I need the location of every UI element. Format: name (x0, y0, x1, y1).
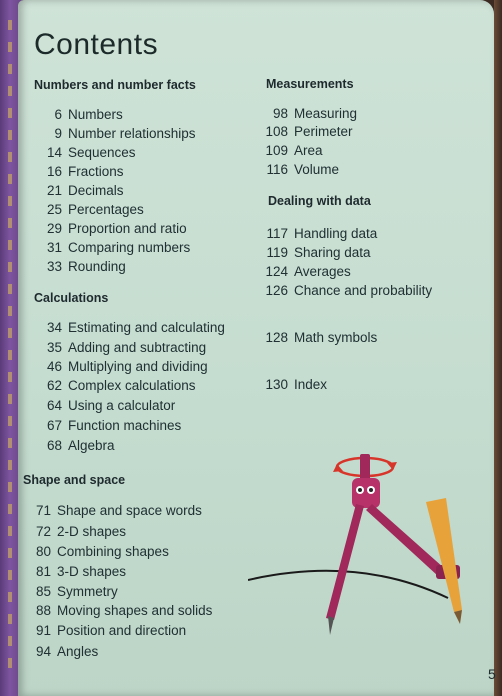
toc-label: 3-D shapes (57, 564, 127, 579)
toc-page-number: 108 (265, 124, 288, 139)
toc-entry[interactable] (34, 398, 175, 413)
toc-entry[interactable] (258, 330, 377, 345)
toc-page-number: 72 (35, 524, 51, 539)
toc-label: Angles (57, 644, 99, 659)
toc-page-number: 85 (35, 584, 51, 599)
toc-page-number: 21 (46, 183, 62, 198)
toc-label: Index (294, 377, 328, 392)
toc-entry[interactable] (34, 259, 126, 274)
toc-label: Adding and subtracting (68, 340, 207, 355)
toc-label: Position and direction (57, 623, 187, 638)
toc-label: Fractions (68, 164, 124, 179)
toc-label: Perimeter (294, 124, 353, 139)
section-heading-data: Dealing with data (268, 194, 371, 208)
toc-page-number: 14 (46, 145, 62, 160)
toc-label: Shape and space words (57, 503, 202, 518)
toc-page-number: 126 (265, 283, 288, 298)
toc-page-number: 80 (35, 544, 51, 559)
toc-entry[interactable] (258, 106, 357, 121)
toc-page-number: 109 (265, 143, 288, 158)
toc-page-number: 124 (265, 264, 288, 279)
toc-page-number: 67 (46, 418, 62, 433)
toc-page-number: 35 (46, 340, 62, 355)
toc-label: Combining shapes (57, 544, 169, 559)
toc-entry[interactable] (34, 418, 181, 433)
page-title: Contents (34, 28, 159, 61)
toc-page-number: 9 (54, 126, 62, 141)
page-edge (494, 0, 502, 696)
toc-page-number: 117 (266, 226, 288, 241)
toc-page-number: 29 (46, 221, 62, 236)
toc-label: Handling data (294, 226, 378, 241)
toc-entry[interactable] (258, 377, 327, 392)
section-heading-numbers: Numbers and number facts (34, 78, 196, 92)
toc-entry[interactable] (258, 143, 323, 158)
toc-entry[interactable] (23, 603, 212, 618)
toc-entry[interactable] (23, 623, 186, 638)
toc-label: Symmetry (57, 584, 118, 599)
toc-label: Averages (294, 264, 351, 279)
toc-label: Percentages (68, 202, 144, 217)
toc-entry[interactable] (258, 264, 351, 279)
toc-page-number: 98 (272, 106, 288, 121)
toc-page-number: 88 (35, 603, 51, 618)
toc-label: Moving shapes and solids (57, 603, 213, 618)
toc-label: Volume (294, 162, 340, 177)
toc-label: Using a calculator (68, 398, 176, 413)
toc-page-number: 94 (35, 644, 51, 659)
toc-page-number: 130 (265, 377, 288, 392)
section-heading-calculations: Calculations (34, 291, 109, 305)
toc-label: Chance and probability (294, 283, 433, 298)
toc-entry[interactable] (34, 359, 208, 374)
toc-page-number: 71 (35, 503, 51, 518)
binding-stitch (8, 20, 12, 670)
toc-label: Estimating and calculating (68, 320, 225, 335)
toc-entry[interactable] (34, 145, 136, 160)
toc-page-number: 34 (46, 320, 62, 335)
toc-entry[interactable] (34, 107, 123, 122)
toc-entry[interactable] (34, 202, 144, 217)
toc-entry[interactable] (23, 544, 169, 559)
contents-page (18, 0, 494, 696)
toc-entry[interactable] (34, 183, 124, 198)
toc-page-number: 119 (266, 245, 288, 260)
toc-entry[interactable] (258, 124, 353, 139)
toc-entry[interactable] (23, 564, 126, 579)
toc-entry[interactable] (23, 524, 126, 539)
toc-entry[interactable] (34, 126, 196, 141)
toc-page-number: 128 (265, 330, 288, 345)
toc-page-number: 91 (35, 623, 51, 638)
toc-page-number: 64 (46, 398, 62, 413)
toc-entry[interactable] (23, 644, 98, 659)
toc-entry[interactable] (34, 320, 225, 335)
toc-page-number: 33 (46, 259, 62, 274)
toc-label: Decimals (68, 183, 124, 198)
toc-label: Function machines (68, 418, 182, 433)
toc-label: Area (294, 143, 323, 158)
toc-entry[interactable] (258, 226, 377, 241)
toc-label: Sharing data (294, 245, 371, 260)
toc-entry[interactable] (258, 162, 339, 177)
toc-entry[interactable] (23, 584, 118, 599)
toc-entry[interactable] (34, 378, 196, 393)
toc-entry[interactable] (34, 164, 124, 179)
toc-label: Complex calculations (68, 378, 196, 393)
toc-entry[interactable] (34, 221, 187, 236)
toc-entry[interactable] (258, 283, 432, 298)
compass-drawing-icon (248, 440, 488, 640)
page-number: 5 (488, 666, 496, 682)
toc-label: Algebra (68, 438, 115, 453)
toc-label: Multiplying and dividing (68, 359, 208, 374)
toc-label: Sequences (68, 145, 136, 160)
toc-page-number: 62 (46, 378, 62, 393)
toc-label: Number relationships (68, 126, 196, 141)
toc-label: Math symbols (294, 330, 378, 345)
toc-page-number: 25 (46, 202, 62, 217)
toc-label: Numbers (68, 107, 123, 122)
toc-entry[interactable] (258, 245, 371, 260)
toc-label: Comparing numbers (68, 240, 191, 255)
toc-page-number: 116 (266, 162, 288, 177)
toc-label: 2-D shapes (57, 524, 127, 539)
toc-page-number: 81 (35, 564, 51, 579)
toc-page-number: 46 (46, 359, 62, 374)
toc-page-number: 6 (54, 107, 62, 122)
toc-label: Measuring (294, 106, 358, 121)
toc-page-number: 31 (46, 240, 62, 255)
toc-entry[interactable] (23, 503, 202, 518)
section-heading-shape: Shape and space (23, 473, 126, 487)
toc-entry[interactable] (34, 438, 115, 453)
toc-page-number: 16 (46, 164, 62, 179)
toc-label: Proportion and ratio (68, 221, 187, 236)
toc-entry[interactable] (34, 340, 206, 355)
toc-label: Rounding (68, 259, 126, 274)
toc-page-number: 68 (46, 438, 62, 453)
section-heading-measurements: Measurements (266, 77, 354, 91)
toc-entry[interactable] (34, 240, 190, 255)
